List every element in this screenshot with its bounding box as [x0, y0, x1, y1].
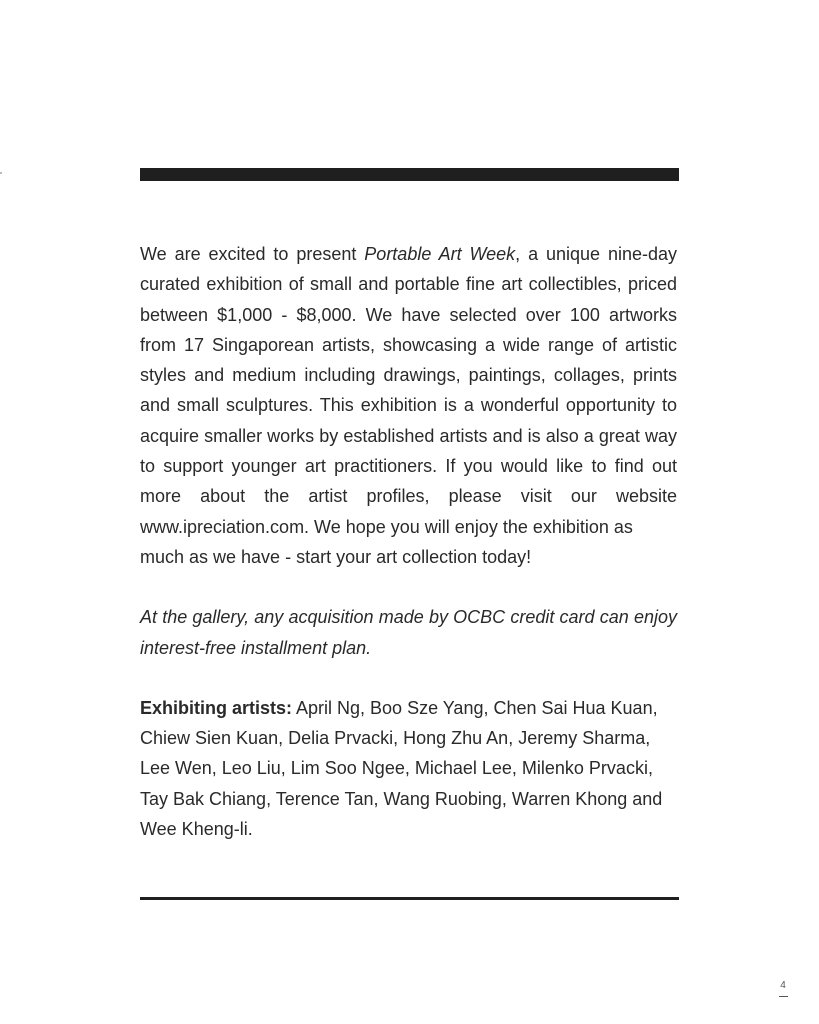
top-divider-bar [140, 168, 679, 181]
exhibition-title: Portable Art Week [364, 244, 516, 264]
intro-opening: We are excited to present [140, 244, 365, 264]
page-number-underline [779, 996, 788, 997]
exhibiting-artists-list: April Ng, Boo Sze Yang, Chen Sai Hua Kuan, Chiew Sien Kuan, Delia Prvacki, Hong Zhu An, Jeremy Sharma, Lee Wen, Leo Liu, Lim Soo Ngee, Michael Lee, Milenko Prvacki, Tay Bak Chiang, Terence Tan, Wang Ruobing, Warren Khong and Wee Kheng-li. [140, 697, 663, 840]
intro-closing-line: much as we have - start your art collection today! [140, 546, 532, 567]
intro-body: , a unique nine-day curated exhibition of small and portable fine art collectibles, priced between $1,000 - $8,000. We have selected over 100 artworks from 17 Singaporean artists, showcasing a wide range of artistic styles and medium including drawings, paintings, collages, prints and small sculptures. This exhibition is a wonderful opportunity to acquire smaller works by established artists and is also a great way to support younger art practitioners. If you would like to find out more about the artist profiles, please visit our website www.ipreciation.com. We hope you will enjoy the exhibition as [140, 244, 677, 537]
intro-paragraph [140, 239, 677, 542]
credit-card-note: At the gallery, any acquisition made by OCBC credit card can enjoy interest-free installment plan. [140, 607, 677, 658]
page-number: 4 [780, 980, 786, 991]
edge-mark [0, 172, 2, 174]
exhibiting-artists-paragraph [140, 693, 677, 844]
bottom-divider-line [140, 897, 679, 900]
main-text [140, 239, 677, 844]
exhibiting-artists-label: Exhibiting artists: [140, 697, 293, 718]
